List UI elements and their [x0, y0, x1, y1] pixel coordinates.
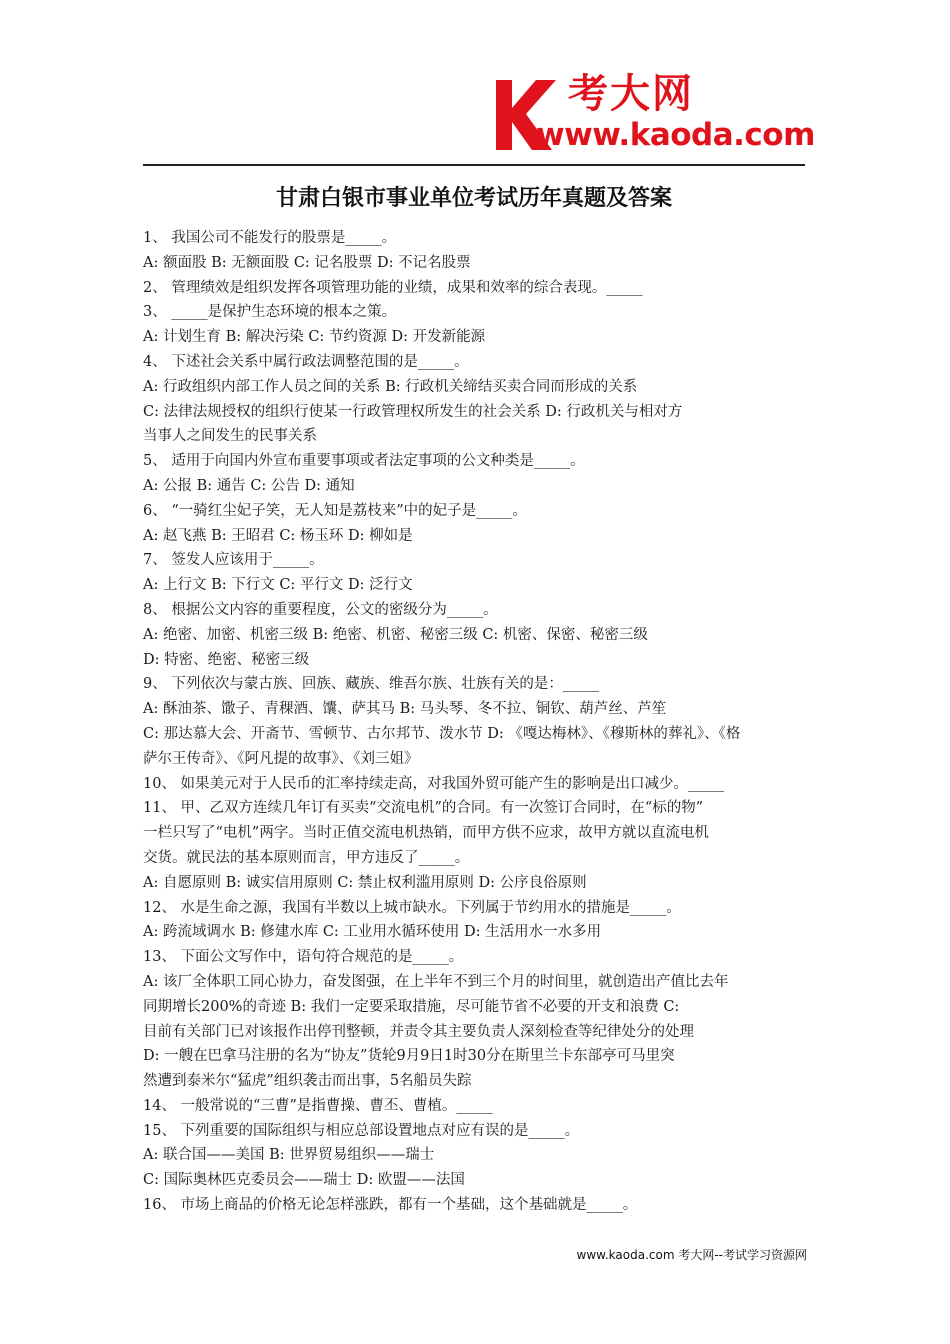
text-line: 16、 市场上商品的价格无论怎样涨跌，都有一个基础，这个基础就是_____。	[143, 1197, 638, 1214]
text-line: 5、 适用于向国内外宣布重要事项或者法定事项的公文种类是_____。	[143, 453, 585, 470]
text-line: 8、 根据公文内容的重要程度，公文的密级分为_____。	[143, 601, 498, 618]
text-line: 一栏只写了“电机”两字。当时正值交流电机热销，而甲方供不应求，故甲方就以直流电机	[143, 825, 709, 842]
text-line: A: 酥油茶、馓子、青稞酒、馕、萨其马 B: 马头琴、冬不拉、铜钦、葫芦丝、芦笙	[143, 701, 667, 718]
text-line: C: 国际奥林匹克委员会——瑞士 D: 欧盟——法国	[143, 1172, 465, 1189]
text-line: A: 计划生育 B: 解决污染 C: 节约资源 D: 开发新能源	[143, 329, 486, 346]
text-line: 10、 如果美元对于人民币的汇率持续走高，对我国外贸可能产生的影响是出口减少。_____	[143, 775, 725, 792]
text-line: A: 自愿原则 B: 诚实信用原则 C: 禁止权利滥用原则 D: 公序良俗原则	[143, 874, 587, 891]
text-line: C: 那达慕大会、开斋节、雪顿节、古尔邦节、泼水节 D: 《嘎达梅林》、《穆斯林的葬礼》、《格	[143, 725, 741, 742]
text-line: 12、 水是生命之源，我国有半数以上城市缺水。下列属于节约用水的措施是_____。	[143, 899, 681, 916]
text-line: 当事人之间发生的民事关系	[143, 428, 317, 445]
text-line: 同期增长200%的奇迹 B: 我们一定要采取措施，尽可能节省不必要的开支和浪费 C:	[143, 998, 680, 1015]
question-list	[143, 226, 807, 1218]
text-line: 14、 一般常说的“三曹”是指曹操、曹丕、曹植。_____	[143, 1097, 493, 1114]
text-line: 然遭到泰米尔“猛虎”组织袭击而出事，5名船员失踪	[143, 1073, 472, 1090]
text-line: 11、 甲、乙双方连续几年订有买卖“交流电机”的合同。有一次签订合同时，在“标的物”	[143, 800, 704, 817]
text-line: A: 联合国——美国 B: 世界贸易组织——瑞士	[143, 1147, 435, 1164]
text-line: A: 行政组织内部工作人员之间的关系 B: 行政机关缔结买卖合同而形成的关系	[143, 378, 638, 395]
text-line: A: 公报 B: 通告 C: 公告 D: 通知	[143, 477, 355, 494]
text-line: A: 该厂全体职工同心协力，奋发图强，在上半年不到三个月的时间里，就创造出产值比去年	[143, 973, 729, 990]
text-line: 7、 签发人应该用于_____。	[143, 552, 324, 569]
text-line: 4、 下述社会关系中属行政法调整范围的是_____。	[143, 353, 469, 370]
text-line: 2、 管理绩效是组织发挥各项管理功能的业绩，成果和效率的综合表现。_____	[143, 279, 643, 296]
kaoda-logo	[490, 71, 815, 153]
text-line: A: 上行文 B: 下行文 C: 平行文 D: 泛行文	[143, 577, 413, 594]
text-line: D: 特密、绝密、秘密三级	[143, 651, 310, 668]
text-line: D: 一艘在巴拿马注册的名为“协友”货轮9月9日1时30分在斯里兰卡东部亭可马里突	[143, 1048, 675, 1065]
text-line: 3、 _____是保护生态环境的根本之策。	[143, 304, 397, 321]
text-line: A: 赵飞燕 B: 王昭君 C: 杨玉环 D: 柳如是	[143, 527, 413, 544]
text-line: 13、 下面公文写作中，语句符合规范的是_____。	[143, 949, 464, 966]
text-line: 萨尔王传奇》、《阿凡提的故事》、《刘三姐》	[143, 750, 419, 767]
text-line: 目前有关部门已对该报作出停刊整顿，并责令其主要负责人深刻检查等纪律处分的处理	[143, 1023, 694, 1040]
text-line: A: 绝密、加密、机密三级 B: 绝密、机密、秘密三级 C: 机密、保密、秘密三级	[143, 626, 648, 643]
text-line: A: 额面股 B: 无额面股 C: 记名股票 D: 不记名股票	[143, 254, 471, 271]
text-line: 15、 下列重要的国际组织与相应总部设置地点对应有误的是_____。	[143, 1122, 580, 1139]
text-line: 6、 “一骑红尘妃子笑，无人知是荔枝来”中的妃子是_____。	[143, 502, 527, 519]
header-divider	[143, 164, 805, 166]
text-line: 交货。就民法的基本原则而言，甲方违反了_____。	[143, 849, 470, 866]
logo-url-text: www.kaoda.com	[536, 117, 815, 153]
text-line: 9、 下列依次与蒙古族、回族、藏族、维吾尔族、壮族有关的是：_____	[143, 676, 600, 693]
footer-text: www.kaoda.com 考大网--考试学习资源网	[576, 1248, 807, 1262]
logo-chinese-text: 考大网	[568, 71, 694, 117]
text-line: A: 跨流域调水 B: 修建水库 C: 工业用水循环使用 D: 生活用水一水多用	[143, 924, 602, 941]
page-title: 甘肃白银市事业单位考试历年真题及答案	[275, 186, 672, 211]
text-line: 1、 我国公司不能发行的股票是_____。	[143, 230, 397, 246]
text-line: C: 法律法规授权的组织行使某一行政管理权所发生的社会关系 D: 行政机关与相对方	[143, 403, 683, 420]
